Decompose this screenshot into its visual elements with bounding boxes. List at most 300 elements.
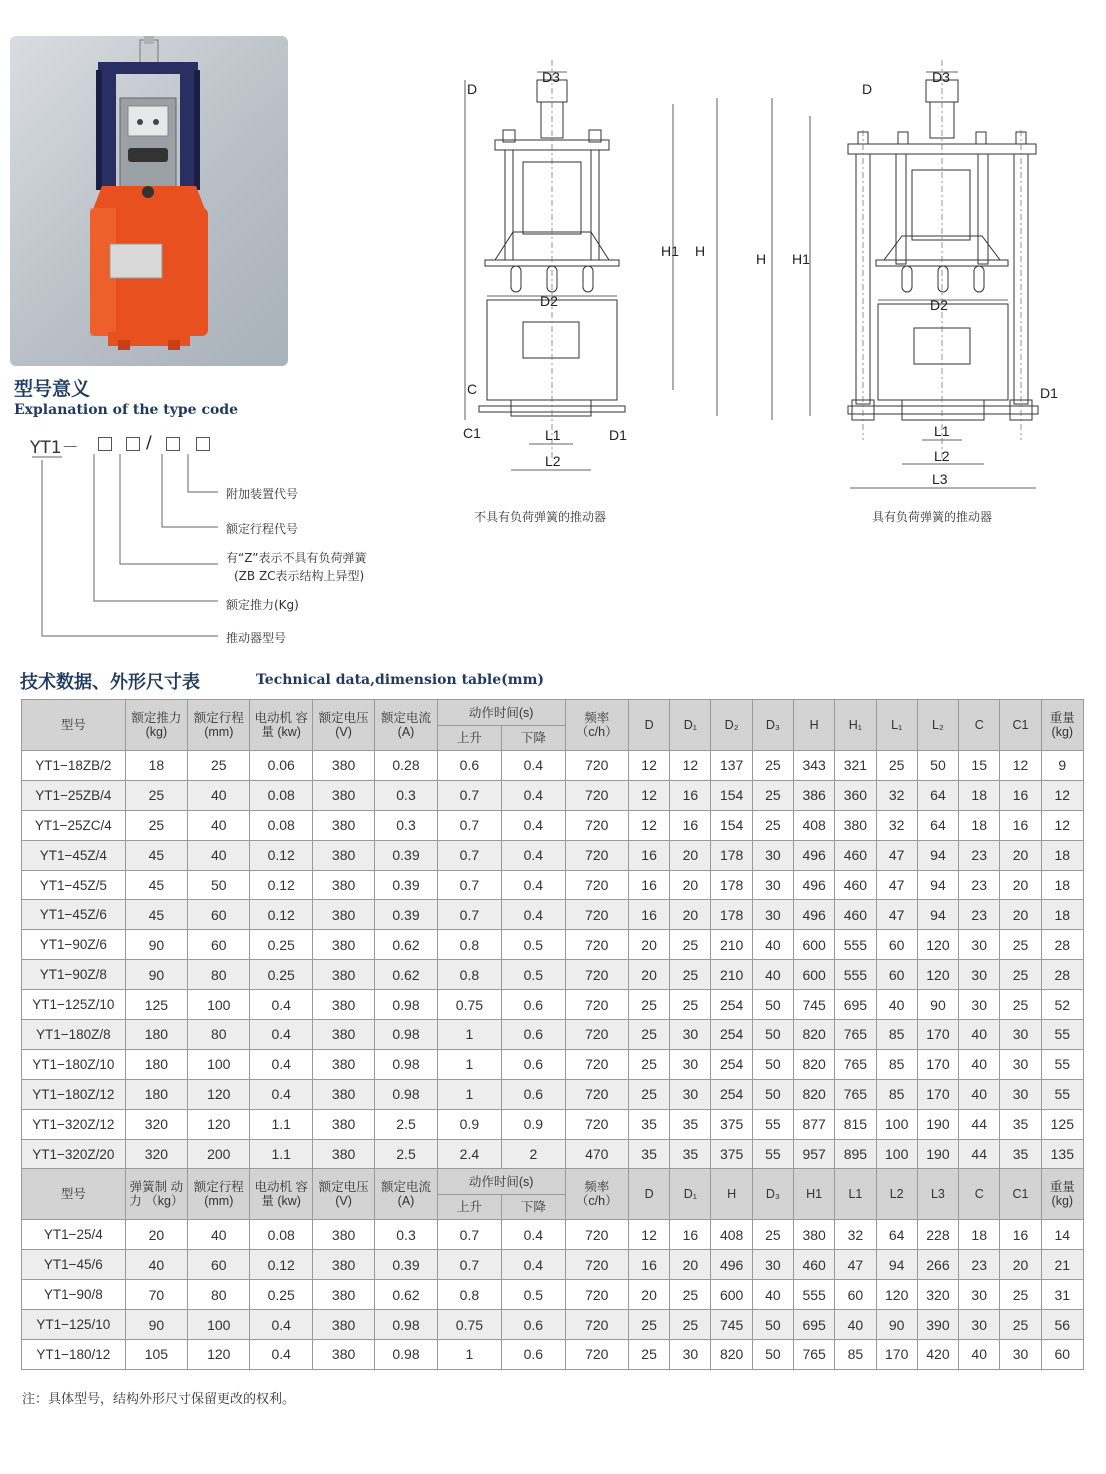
table-row: [22, 1049, 1084, 1079]
table-cell: 100: [188, 1310, 250, 1340]
table-cell: 720: [565, 960, 628, 990]
table-cell: 765: [835, 1079, 876, 1109]
table-cell: 200: [188, 1139, 250, 1169]
table-cell: 745: [711, 1310, 752, 1340]
table-cell: 105: [125, 1340, 187, 1370]
table-cell: 18: [125, 751, 187, 781]
type-code-subtitle: Explanation of the type code: [14, 402, 239, 418]
table-cell-model: YT1−180Z/8: [22, 1020, 126, 1050]
header-model: 型号: [22, 700, 126, 751]
table-cell: 343: [794, 751, 835, 781]
table-cell: 0.4: [250, 1340, 312, 1370]
table-cell: 254: [711, 1049, 752, 1079]
table-cell: 30: [959, 990, 1000, 1020]
table-cell: 0.8: [437, 1280, 501, 1310]
table-cell: 30: [1000, 1049, 1041, 1079]
table-cell: 745: [794, 990, 835, 1020]
table-cell: 28: [1041, 930, 1083, 960]
table-cell: 0.06: [250, 751, 312, 781]
table-cell: 30: [1000, 1340, 1041, 1370]
table-cell: 380: [312, 1340, 374, 1370]
table-cell: 2.5: [375, 1109, 437, 1139]
table-cell: 18: [1041, 870, 1083, 900]
table-cell: 190: [917, 1139, 958, 1169]
table-cell: 30: [1000, 1079, 1041, 1109]
table-cell: 30: [959, 1310, 1000, 1340]
table-cell: 85: [835, 1340, 876, 1370]
table-cell: 18: [959, 1220, 1000, 1250]
table-row: [22, 990, 1084, 1020]
table-cell: 25: [876, 751, 917, 781]
table-cell: 320: [125, 1109, 187, 1139]
table-cell: 0.9: [437, 1109, 501, 1139]
table-cell: 720: [565, 840, 628, 870]
table-cell: 30: [959, 960, 1000, 990]
table-cell: 1.1: [250, 1109, 312, 1139]
table-cell: 100: [876, 1109, 917, 1139]
table-row: [22, 1139, 1084, 1169]
table-cell: 0.8: [437, 930, 501, 960]
table-cell: 0.4: [502, 900, 565, 930]
dim-label-l1: L1: [545, 427, 561, 443]
table-cell: 45: [125, 840, 187, 870]
table-cell: 16: [1000, 780, 1041, 810]
dim-label-d1-right: D1: [1040, 385, 1058, 401]
table-cell: 380: [312, 751, 374, 781]
table-cell: 957: [794, 1139, 835, 1169]
table-cell: 0.4: [502, 751, 565, 781]
header-down: 下降: [502, 726, 565, 751]
table-cell: 1: [437, 1079, 501, 1109]
table-cell: 40: [959, 1020, 1000, 1050]
type-code-prefix: YT1－: [30, 438, 79, 458]
header2-col-h: H: [711, 1169, 752, 1220]
table-cell: 50: [752, 1340, 793, 1370]
table-cell: 25: [752, 810, 793, 840]
table-cell: 25: [752, 780, 793, 810]
table-cell: 321: [835, 751, 876, 781]
table-cell: 25: [752, 1220, 793, 1250]
drawing-without-spring: [455, 60, 735, 480]
table-cell: 0.98: [375, 1310, 437, 1340]
table-cell-model: YT1−320Z/20: [22, 1139, 126, 1169]
table-cell-model: YT1−320Z/12: [22, 1109, 126, 1139]
table-cell: 0.12: [250, 900, 312, 930]
table-cell: 40: [188, 810, 250, 840]
table-cell: 30: [670, 1049, 711, 1079]
table-cell: 720: [565, 751, 628, 781]
table-cell-model: YT1−180Z/12: [22, 1079, 126, 1109]
table-cell: 12: [628, 810, 669, 840]
table-cell: 154: [711, 810, 752, 840]
table-cell: 695: [794, 1310, 835, 1340]
header-up: 上升: [437, 726, 501, 751]
table-cell: 16: [670, 1220, 711, 1250]
table-cell: 52: [1041, 990, 1083, 1020]
table-cell: 64: [876, 1220, 917, 1250]
table-cell: 94: [917, 840, 958, 870]
table-cell: 47: [876, 900, 917, 930]
table-cell: 210: [711, 930, 752, 960]
spec-table: [21, 699, 1084, 1370]
label-zb-zc: (ZB ZC表示结构上异型): [234, 569, 365, 583]
table-cell: 460: [794, 1250, 835, 1280]
table-cell: 60: [1041, 1340, 1083, 1370]
table-cell: 25: [670, 1310, 711, 1340]
table-cell: 420: [917, 1340, 958, 1370]
table-cell: 380: [312, 810, 374, 840]
table-cell: 380: [312, 1250, 374, 1280]
table-cell: 0.9: [502, 1109, 565, 1139]
table-cell: 380: [312, 900, 374, 930]
header-col-l1: L₁: [876, 700, 917, 751]
table-cell: 0.62: [375, 930, 437, 960]
table-cell: 1: [437, 1020, 501, 1050]
table-cell: 0.7: [437, 870, 501, 900]
dim-label-h1: H1: [661, 243, 679, 259]
header2-col-d3: D₃: [752, 1169, 793, 1220]
table-cell: 895: [835, 1139, 876, 1169]
table-cell: 0.08: [250, 810, 312, 840]
table-cell-model: YT1−90Z/6: [22, 930, 126, 960]
table-cell: 20: [1000, 1250, 1041, 1280]
table-cell: 170: [917, 1079, 958, 1109]
table-cell: 125: [125, 990, 187, 1020]
table-cell-model: YT1−180/12: [22, 1340, 126, 1370]
table-cell: 40: [188, 780, 250, 810]
table-cell: 0.7: [437, 900, 501, 930]
table-cell: 25: [670, 990, 711, 1020]
table-cell: 23: [959, 900, 1000, 930]
header2-frequency: 频率 （c/h）: [565, 1169, 628, 1220]
table-cell: 80: [188, 1020, 250, 1050]
table-cell: 30: [670, 1020, 711, 1050]
table-cell: 408: [794, 810, 835, 840]
table-cell: 765: [794, 1340, 835, 1370]
table-title: 技术数据、外形尺寸表: [20, 672, 200, 693]
table-row: [22, 1109, 1084, 1139]
dim-label-d3: D3: [542, 69, 560, 85]
header2-col-l1: L1: [835, 1169, 876, 1220]
table-cell: 0.7: [437, 1220, 501, 1250]
header-stroke: 额定行程 (mm): [188, 700, 250, 751]
table-cell: 14: [1041, 1220, 1083, 1250]
table-cell: 360: [835, 780, 876, 810]
table-cell: 0.6: [502, 1049, 565, 1079]
table-cell: 55: [752, 1109, 793, 1139]
table-cell: 0.12: [250, 1250, 312, 1280]
table-cell: 380: [312, 1220, 374, 1250]
table-cell-model: YT1−125/10: [22, 1310, 126, 1340]
table-cell: 12: [1000, 751, 1041, 781]
table-cell: 35: [1000, 1109, 1041, 1139]
table-cell: 47: [835, 1250, 876, 1280]
label-rated-thrust: 额定推力(Kg): [226, 598, 299, 612]
table-cell: 40: [835, 1310, 876, 1340]
type-code-leader-lines: [0, 450, 240, 650]
header-col-c1: C1: [1000, 700, 1041, 751]
header-col-d: D: [628, 700, 669, 751]
table-cell: 0.6: [437, 751, 501, 781]
table-cell: 0.8: [437, 960, 501, 990]
table-cell: 460: [835, 870, 876, 900]
table-cell: 80: [188, 1280, 250, 1310]
table-cell: 0.12: [250, 840, 312, 870]
table-cell: 50: [752, 990, 793, 1020]
table-cell: 0.6: [502, 1340, 565, 1370]
table-cell: 496: [794, 840, 835, 870]
table-cell: 45: [125, 870, 187, 900]
table-cell: 15: [959, 751, 1000, 781]
table-cell: 40: [752, 960, 793, 990]
table-cell: 0.75: [437, 1310, 501, 1340]
table-cell: 720: [565, 930, 628, 960]
table-cell: 0.98: [375, 1020, 437, 1050]
table-cell: 0.28: [375, 751, 437, 781]
table-cell: 40: [188, 1220, 250, 1250]
table-row: [22, 751, 1084, 781]
table-cell: 60: [876, 960, 917, 990]
table-row: [22, 900, 1084, 930]
dim-label-l3-right: L3: [932, 471, 948, 487]
table-row: [22, 960, 1084, 990]
table-cell: 0.4: [250, 1020, 312, 1050]
table-cell: 28: [1041, 960, 1083, 990]
table-cell: 85: [876, 1020, 917, 1050]
table-cell: 137: [711, 751, 752, 781]
table-cell: 496: [794, 870, 835, 900]
table-cell: 30: [752, 1250, 793, 1280]
dim-label-d: D: [467, 81, 478, 97]
table-cell: 23: [959, 870, 1000, 900]
code-box-thrust: [98, 437, 112, 451]
table-cell: 170: [876, 1340, 917, 1370]
table-cell: 380: [835, 810, 876, 840]
table-cell: 20: [1000, 840, 1041, 870]
table-cell: 0.4: [250, 1310, 312, 1340]
table-cell: 90: [125, 960, 187, 990]
table-cell: 35: [1000, 1139, 1041, 1169]
caption-with-spring: 具有负荷弹簧的推动器: [872, 510, 993, 524]
table-cell: 228: [917, 1220, 958, 1250]
spec-table-body: [22, 700, 1084, 751]
table-cell: 25: [752, 751, 793, 781]
table-cell: 85: [876, 1079, 917, 1109]
table-cell: 0.4: [502, 1220, 565, 1250]
header2-col-l3: L3: [917, 1169, 958, 1220]
table-cell: 32: [876, 780, 917, 810]
header2-col-d1: D₁: [670, 1169, 711, 1220]
table-cell: 20: [628, 960, 669, 990]
table-cell: 100: [188, 990, 250, 1020]
table-cell: 32: [876, 810, 917, 840]
table-cell: 25: [628, 1079, 669, 1109]
table-cell: 720: [565, 1079, 628, 1109]
table-cell: 720: [565, 1250, 628, 1280]
table-cell: 0.98: [375, 990, 437, 1020]
dim-label-d2-right: D2: [930, 297, 948, 313]
table-cell: 90: [125, 930, 187, 960]
table-cell: 0.25: [250, 960, 312, 990]
table-cell: 720: [565, 1220, 628, 1250]
table-cell: 720: [565, 1310, 628, 1340]
dim-label-c1: C1: [463, 425, 481, 441]
table-cell: 120: [188, 1109, 250, 1139]
table-cell: 0.62: [375, 960, 437, 990]
dim-label-l2-right: L2: [934, 448, 950, 464]
dim-label-d3-right: D3: [932, 69, 950, 85]
table-cell: 25: [1000, 930, 1041, 960]
table-cell: 496: [794, 900, 835, 930]
table-cell: 35: [628, 1139, 669, 1169]
actuator-illustration: [10, 36, 288, 366]
table-cell: 254: [711, 1020, 752, 1050]
header2-col-h1: H1: [794, 1169, 835, 1220]
table-cell: 0.08: [250, 780, 312, 810]
table-cell: 0.39: [375, 870, 437, 900]
dim-label-h1-right: H1: [792, 251, 810, 267]
table-cell: 720: [565, 900, 628, 930]
table-cell: 180: [125, 1079, 187, 1109]
table-cell: 266: [917, 1250, 958, 1280]
table-cell-model: YT1−25ZC/4: [22, 810, 126, 840]
table-cell: 380: [312, 1020, 374, 1050]
table-cell: 25: [1000, 960, 1041, 990]
table-cell: 0.08: [250, 1220, 312, 1250]
table-cell: 90: [125, 1310, 187, 1340]
table-cell: 820: [794, 1049, 835, 1079]
table-cell: 125: [1041, 1109, 1083, 1139]
dim-label-l1-right: L1: [934, 423, 950, 439]
table-cell: 40: [752, 1280, 793, 1310]
table-cell: 0.6: [502, 1020, 565, 1050]
table-cell: 85: [876, 1049, 917, 1079]
table-cell: 0.75: [437, 990, 501, 1020]
table-cell: 25: [628, 1020, 669, 1050]
table-cell: 380: [312, 870, 374, 900]
table-cell: 1: [437, 1049, 501, 1079]
header2-col-d: D: [628, 1169, 669, 1220]
table-cell: 178: [711, 900, 752, 930]
table-row: [22, 870, 1084, 900]
table-cell: 25: [628, 1310, 669, 1340]
table-cell: 386: [794, 780, 835, 810]
table-cell: 720: [565, 1109, 628, 1139]
table-cell: 820: [711, 1340, 752, 1370]
table-cell: 0.4: [250, 1049, 312, 1079]
table-cell: 0.25: [250, 930, 312, 960]
table-cell: 815: [835, 1109, 876, 1139]
table-cell: 170: [917, 1049, 958, 1079]
table-cell: 9: [1041, 751, 1083, 781]
table-cell-model: YT1−45Z/4: [22, 840, 126, 870]
table-cell: 720: [565, 1340, 628, 1370]
table-cell: 380: [312, 1109, 374, 1139]
table-cell: 0.6: [502, 990, 565, 1020]
header-col-l2: L₂: [917, 700, 958, 751]
table-row: [22, 1020, 1084, 1050]
table-cell: 120: [917, 930, 958, 960]
table-cell: 50: [752, 1049, 793, 1079]
table-cell: 120: [917, 960, 958, 990]
table-cell: 44: [959, 1109, 1000, 1139]
table-cell: 0.4: [502, 870, 565, 900]
header-row-1: [22, 700, 1084, 726]
table-cell: 380: [312, 1139, 374, 1169]
label-z-meaning: 有“Z”表示不具有负荷弹簧: [226, 551, 367, 565]
table-cell: 820: [794, 1079, 835, 1109]
table-cell: 0.98: [375, 1079, 437, 1109]
table-cell: 30: [670, 1079, 711, 1109]
drawing-with-spring: [752, 60, 1082, 500]
table-cell: 25: [670, 1280, 711, 1310]
table-cell: 0.7: [437, 840, 501, 870]
table-cell: 90: [876, 1310, 917, 1340]
table-cell: 0.62: [375, 1280, 437, 1310]
table-cell: 178: [711, 840, 752, 870]
header2-action-time: 动作时间(s): [437, 1169, 565, 1195]
table-cell: 55: [1041, 1049, 1083, 1079]
table-cell: 600: [794, 930, 835, 960]
table-cell: 0.39: [375, 900, 437, 930]
table-cell: 720: [565, 1280, 628, 1310]
table-cell: 12: [1041, 780, 1083, 810]
table-cell: 320: [125, 1139, 187, 1169]
table-cell: 35: [670, 1109, 711, 1139]
table-cell: 380: [794, 1220, 835, 1250]
header2-col-c1: C1: [1000, 1169, 1041, 1220]
table-cell: 0.3: [375, 780, 437, 810]
table-cell: 30: [1000, 1020, 1041, 1050]
table-cell: 60: [876, 930, 917, 960]
footnote: 注：具体型号，结构外形尺寸保留更改的权利。: [22, 1392, 296, 1407]
code-box-accessory: [196, 437, 210, 451]
dim-label-d2: D2: [540, 293, 558, 309]
table-cell: 1.1: [250, 1139, 312, 1169]
table-cell: 94: [917, 900, 958, 930]
table-cell: 2.5: [375, 1139, 437, 1169]
table-cell: 23: [959, 840, 1000, 870]
table-cell: 64: [917, 780, 958, 810]
table-cell: 320: [917, 1280, 958, 1310]
table-cell: 2.4: [437, 1139, 501, 1169]
table-cell: 1: [437, 1340, 501, 1370]
table-cell: 0.4: [502, 780, 565, 810]
table-cell: 40: [752, 930, 793, 960]
table-cell: 50: [752, 1079, 793, 1109]
table-cell: 44: [959, 1139, 1000, 1169]
table-cell: 40: [188, 840, 250, 870]
table-cell: 600: [794, 960, 835, 990]
table-cell: 390: [917, 1310, 958, 1340]
table-cell: 12: [670, 751, 711, 781]
table-cell: 254: [711, 990, 752, 1020]
table-cell: 23: [959, 1250, 1000, 1280]
spec-table-rows-2: [22, 1220, 1084, 1369]
spec-table-rows-1: [22, 751, 1084, 1169]
table-cell: 135: [1041, 1139, 1083, 1169]
table-cell: 0.7: [437, 810, 501, 840]
table-cell: 380: [312, 960, 374, 990]
table-cell: 35: [628, 1109, 669, 1139]
table-cell: 32: [835, 1220, 876, 1250]
table-cell: 25: [1000, 990, 1041, 1020]
table-cell: 0.25: [250, 1280, 312, 1310]
table-cell: 555: [835, 930, 876, 960]
table-cell: 100: [876, 1139, 917, 1169]
table-cell: 18: [1041, 840, 1083, 870]
table-cell: 100: [188, 1049, 250, 1079]
